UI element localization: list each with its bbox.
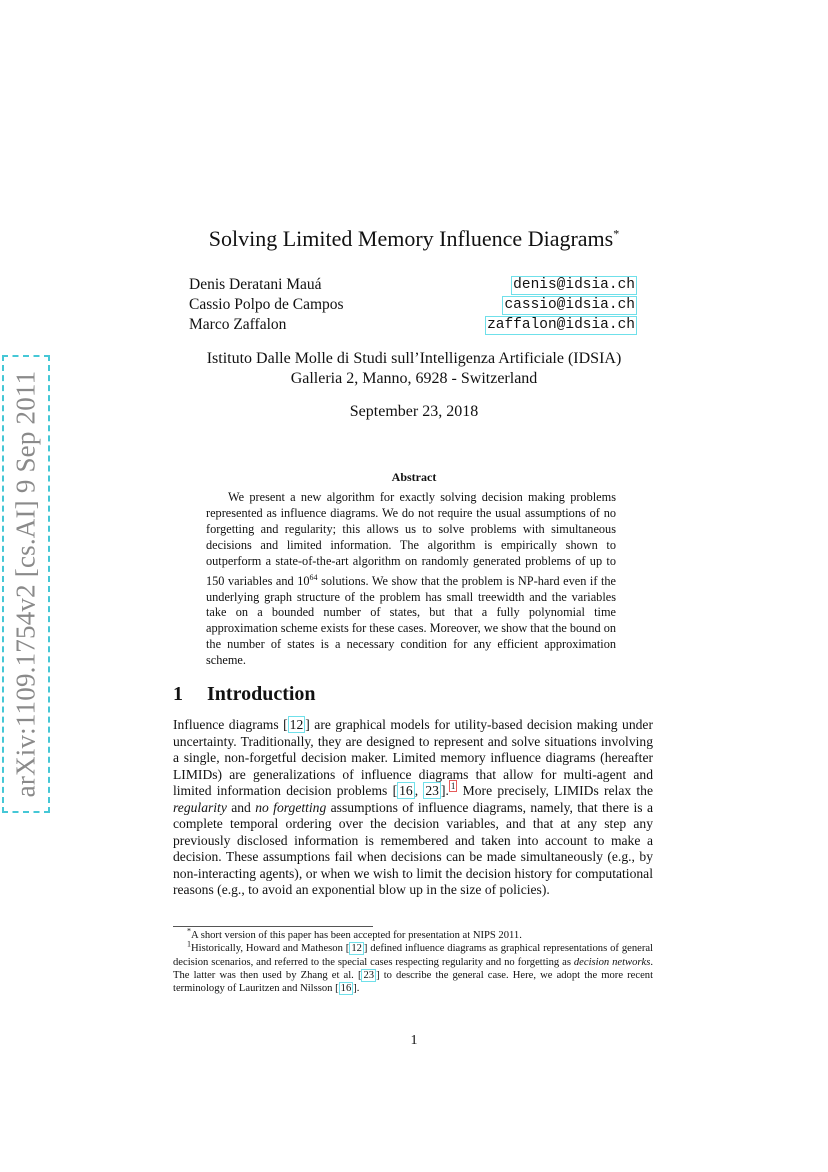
emphasis: no forgetting [255,799,327,815]
footnote-text: defined influence diagrams as graphical representations of general decision scenarios, and referred to the special cases respecting regularity and no forgetting as [173,943,653,968]
title-footnote-mark: * [613,226,620,241]
section-number: 1 [173,683,183,705]
footnote-text: to describe the general case. Here, we adopt the more recent terminology of Lauritzen and Nilsson [173,969,654,995]
emphasis: regularity [173,799,227,815]
footnote-text: A short version of this paper has been accepted for presentation at NIPS 2011. [191,930,522,941]
citation-link[interactable]: 16 [340,983,352,995]
body-text: assumptions of influence diagrams, namely, that there is a complete temporal ordering over the decision variables, and that at any step any previously disclosed information is remembered and taken into account to make a decision. These assumptions fail when decisions can be made simultaneously (e.g., by non-interacting agents), or when we wish to limit the decision history for computational reasons (e.g., to avoid an exponential blow up in the size of policies). [173,799,653,897]
footnote-text: . [356,983,360,995]
emphasis: decision networks [573,956,651,968]
author-email-link[interactable]: cassio@idsia.ch [504,297,635,313]
author-email-link[interactable]: denis@idsia.ch [513,277,635,293]
author-name: Marco Zaffalon [189,316,287,333]
body-text: and [226,799,256,815]
footnote-text: Historically, Howard and Matheson [191,943,346,955]
footnote-text: . The latter was then used by Zhang et al. [173,956,653,981]
footnotes [173,926,654,995]
citation-link[interactable]: 23 [363,969,375,981]
citation-link[interactable]: 12 [351,943,362,955]
author-email-link[interactable]: zaffalon@idsia.ch [487,317,635,333]
author-row [189,296,637,316]
section-title: Introduction [207,683,316,705]
introduction-paragraph: Influence diagrams [ 12 ] are graphical models for utility-based decision making under uncertainty. Traditionally, they are designed to represent and solve situations involving a single, non-forgetful decision maker. Limited memory influence diagrams (hereafter LIMIDs) are generalizations of influence diagrams that allow for multi-agent and limited information decision problems [ 16 , 23 ]. $^1$ More precisely, LIMIDs relax the regularity and no forgetting assumptions of influence diagrams, namely, that there is a complete temporal ordering over the decision variables, and that at any step any previously disclosed information is remembered and taken into account to make a decision. These assumptions fail when decisions can be made simultaneously (e.g., by non-interacting agents), or when we wish to limit the decision history for computational reasons (e.g., to avoid an exponential blow up in the size of policies). [173,717,654,897]
title-text: Solving Limited Memory Influence Diagrams [208,226,614,251]
paper-title [160,226,668,252]
author-row [189,316,637,336]
footnote-divider [173,926,373,927]
abstract-body [206,490,616,669]
abstract-heading: Abstract [391,470,437,484]
footnote-link[interactable]: 1 [450,781,456,792]
citation-link[interactable]: 23 [425,783,439,798]
body-text: Influence diagrams [173,717,284,732]
author-row [189,276,637,296]
section-heading [173,683,316,706]
citation-link[interactable]: 12 [289,717,304,732]
exponent: 64 [309,572,318,582]
footnote-star [173,926,653,942]
arxiv-identifier: arXiv:1109.1754v2 [cs.AI] 9 Sep 2011 [10,370,41,798]
address: Galleria 2, Manno, 6928 - Switzerland [290,370,538,387]
abstract-text: We present a new algorithm for exactly solving decision making problems represented as influence diagrams. We do not require the usual assumptions of no forgetting and regularity; this allows us to solve problems with simultaneous decisions and limited information. The algorithm is empirically shown to outperform a state-of-the-art algorithm on randomly generated problems of up to 150 variables and 10 [206,490,616,588]
body-text: More precisely, LIMIDs relax the [457,783,654,798]
page-number: 1 [410,1033,418,1048]
author-name: Cassio Polpo de Campos [189,296,344,313]
body-text: are graphical models for utility-based decision making under uncertainty. Traditionally, they are designed to represent and solve situations involving a single, non-forgetful decision maker. Limited memory influence diagrams (hereafter LIMIDs) are generalizations of influence diagrams that allow for multi-agent and limited information decision problems [173,717,653,798]
date: September 23, 2018 [349,403,479,420]
footnote-mark: * [187,926,191,936]
footnote-mark: 1 [187,939,191,949]
citation-link[interactable]: 16 [399,783,413,798]
author-name: Denis Deratani Mauá [189,276,322,293]
affiliation: Istituto Dalle Molle di Studi sull’Intelligenza Artificiale (IDSIA) [206,350,622,367]
arxiv-stamp [2,355,50,813]
abstract-text: solutions. We show that the problem is NP-hard even if the underlying graph structure of the problem has small treewidth and the variables take on a bounded number of states, but that a fully polynomial time approximation scheme exists for these cases. Moreover, we show that the bound on the number of states is a necessary condition for any efficient approximation scheme. [206,573,616,668]
footnote-one: $^1$Historically, Howard and Matheson [ 12 ] defined influence diagrams as graphical representations of general decision scenarios, and referred to the special cases respecting regularity and no forgetting as decision networks. The latter was then used by Zhang et al. [ 23 ] to describe the general case. Here, we adopt the more recent terminology of Lauritzen and Nilsson [ 16 ]. [173,939,654,995]
